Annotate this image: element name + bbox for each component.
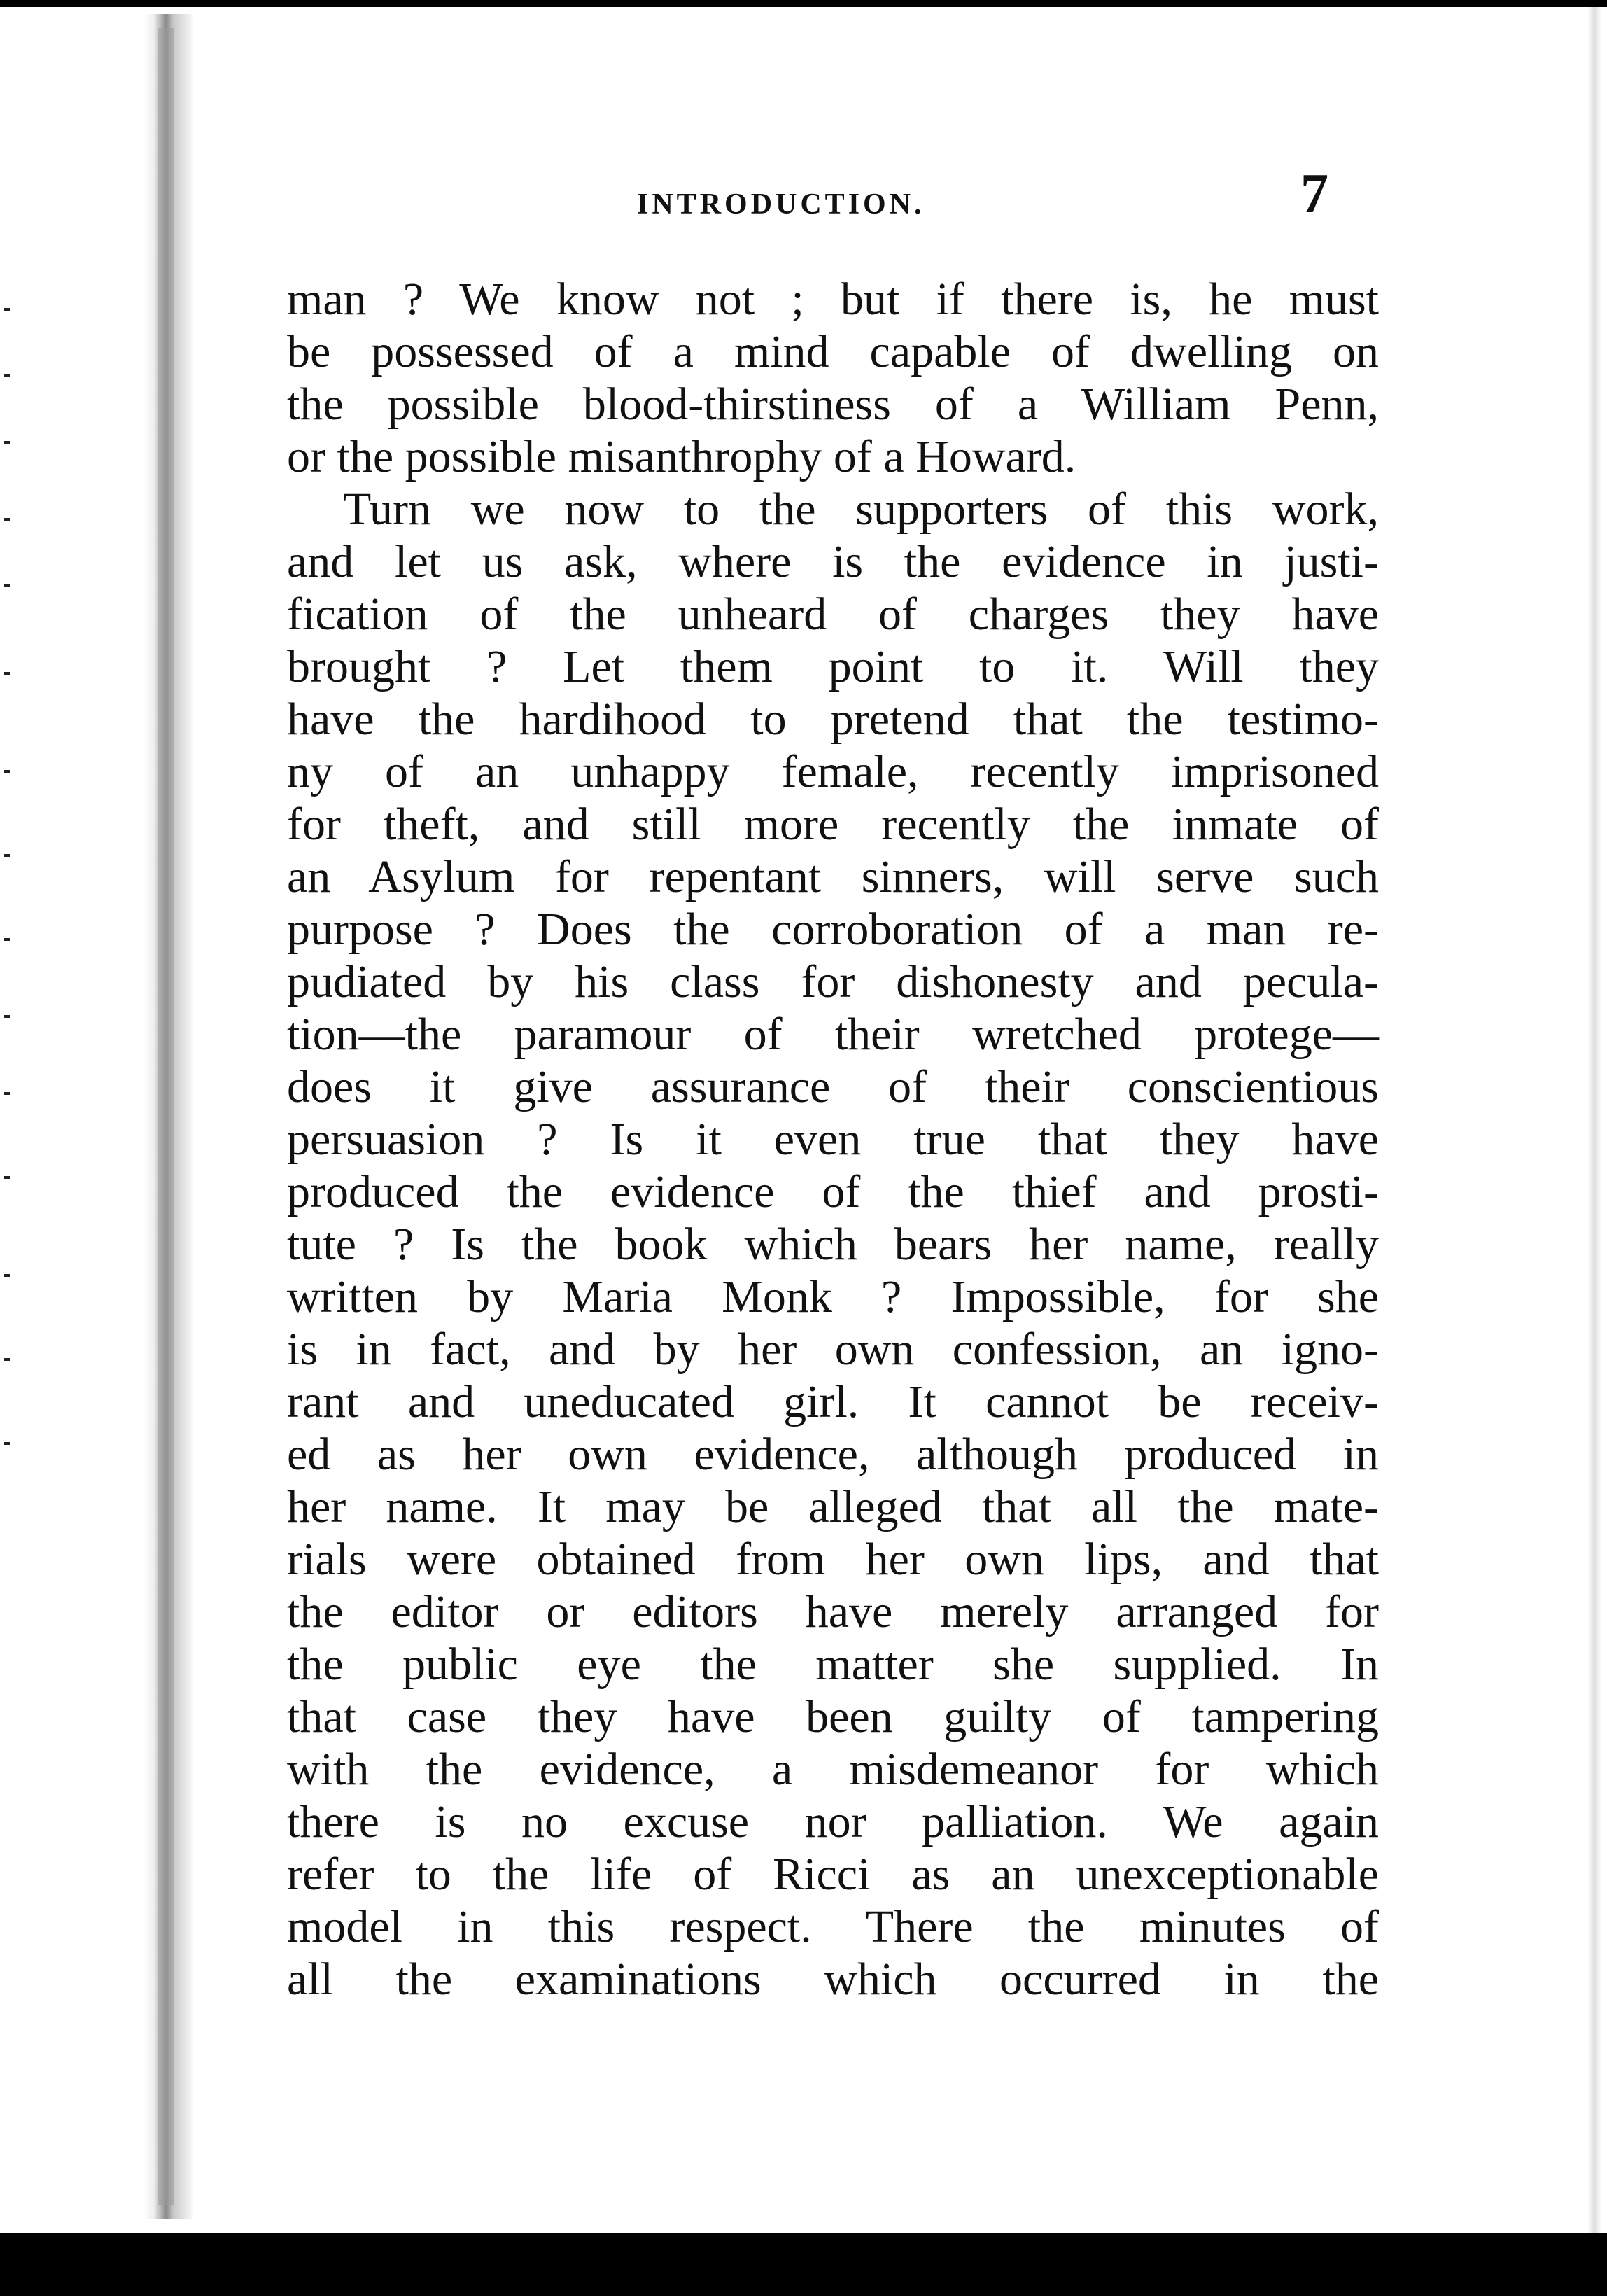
scan-top-border [0, 0, 1607, 7]
text-line: does it give assurance of their conscientious [287, 1061, 1379, 1112]
text-line: be possessed of a mind capable of dwelling on [287, 326, 1379, 377]
text-line: and let us ask, where is the evidence in justi- [287, 536, 1379, 587]
text-line: that case they have been guilty of tampering [287, 1691, 1379, 1742]
text-line: refer to the life of Ricci as an unexceptionable [287, 1849, 1379, 1900]
text-line: an Asylum for repentant sinners, will serve such [287, 851, 1379, 902]
text-line: there is no excuse nor palliation. We again [287, 1796, 1379, 1847]
text-line: produced the evidence of the thief and prosti- [287, 1166, 1379, 1217]
text-line: tute ? Is the book which bears her name, really [287, 1219, 1379, 1270]
text-line: ny of an unhappy female, recently imprisoned [287, 746, 1379, 797]
text-line: the editor or editors have merely arranged for [287, 1586, 1379, 1637]
scan-bottom-border [0, 2233, 1607, 2296]
text-line: purpose ? Does the corroboration of a man re- [287, 904, 1379, 955]
text-line: ed as her own evidence, although produced in [287, 1429, 1379, 1480]
running-head: INTRODUCTION. [637, 188, 925, 220]
text-line: pudiated by his class for dishonesty and pecula- [287, 956, 1379, 1007]
text-line: all the examinations which occurred in the [287, 1954, 1379, 2005]
text-line: rant and uneducated girl. It cannot be receiv- [287, 1376, 1379, 1427]
text-line: man ? We know not ; but if there is, he must [287, 274, 1379, 325]
text-line: fication of the unheard of charges they have [287, 589, 1379, 640]
body-text [287, 273, 1379, 2005]
left-page-edge [0, 0, 162, 2233]
left-page-text-remnants [4, 308, 18, 1918]
text-line: persuasion ? Is it even true that they have [287, 1114, 1379, 1165]
text-line: brought ? Let them point to it. Will they [287, 641, 1379, 692]
text-line: rials were obtained from her own lips, and that [287, 1534, 1379, 1585]
right-page-edge [1587, 0, 1601, 2233]
text-line: for theft, and still more recently the inmate of [287, 799, 1379, 850]
text-line: the possible blood-thirstiness of a William Penn, [287, 379, 1379, 430]
text-line: tion—the paramour of their wretched protege— [287, 1009, 1379, 1060]
text-line: is in fact, and by her own confession, an igno- [287, 1324, 1379, 1375]
paragraph-first-line: Turn we now to the supporters of this work, [343, 484, 1379, 535]
text-line: or the possible misanthrophy of a Howard. [287, 431, 1076, 482]
text-line: her name. It may be alleged that all the mate- [287, 1481, 1379, 1532]
page-number: 7 [1300, 163, 1328, 225]
gutter-shadow [158, 28, 174, 2205]
text-line: with the evidence, a misdemeanor for which [287, 1744, 1379, 1795]
text-line: model in this respect. There the minutes of [287, 1901, 1379, 1952]
text-line: have the hardihood to pretend that the testimo- [287, 694, 1379, 745]
text-line: written by Maria Monk ? Impossible, for she [287, 1271, 1379, 1322]
text-line: the public eye the matter she supplied. In [287, 1639, 1379, 1690]
